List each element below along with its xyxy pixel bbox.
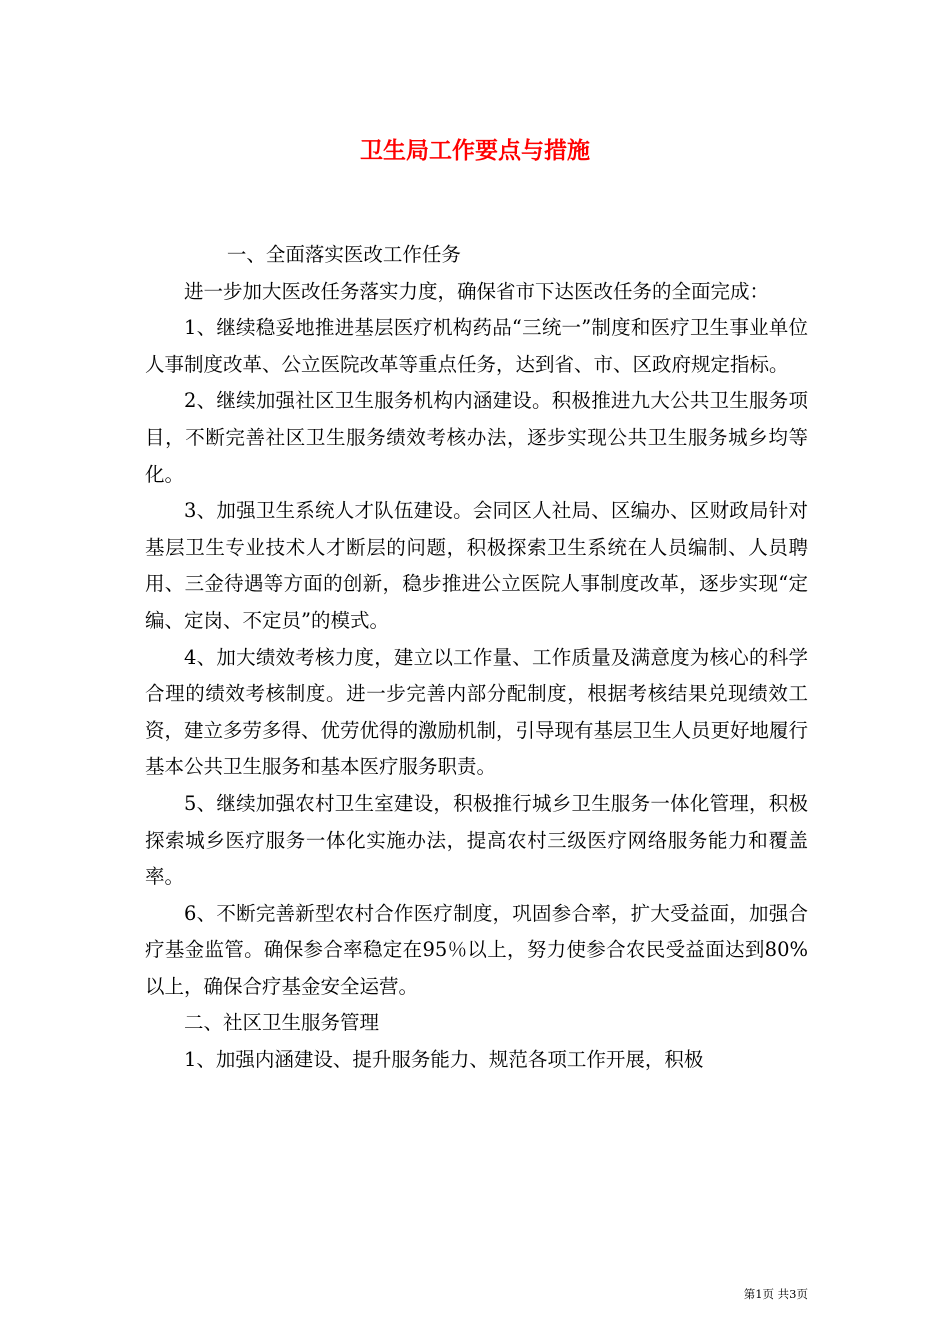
document-body [145, 237, 808, 1079]
section-heading-1: 一、全面落实医改工作任务 [226, 243, 461, 266]
document-title: 卫生局工作要点与措施 [360, 137, 590, 164]
section-heading-2: 二、社区卫生服务管理 [184, 1011, 380, 1035]
paragraph-item-1: 1、继续稳妥地推进基层医疗机构药品“三统一”制度和医疗卫生事业单位人事制度改革、公立医院改革等重点任务，达到省、市、区政府规定指标。 [145, 316, 808, 376]
paragraph-item-4: 4、加大绩效考核力度，建立以工作量、工作质量及满意度为核心的科学合理的绩效考核制度。进一步完善内部分配制度，根据考核结果兑现绩效工资，建立多劳多得、优劳优得的激励机制，引导现有基层卫生人员更好地履行基本公共卫生服务和基本医疗服务职责。 [145, 645, 809, 779]
paragraph-item-5: 5、继续加强农村卫生室建设，积极推行城乡卫生服务一体化管理，积极探索城乡医疗服务一体化实施办法，提高农村三级医疗网络服务能力和覆盖率。 [145, 791, 808, 889]
page-number: 第1页 共3页 [743, 1287, 808, 1301]
paragraph-item-2: 2、继续加强社区卫生服务机构内涵建设。积极推进九大公共卫生服务项目，不断完善社区卫生服务绩效考核办法，逐步实现公共卫生服务城乡均等化。 [145, 389, 808, 486]
paragraph-intro: 进一步加大医改任务落实力度，确保省市下达医改任务的全面完成： [184, 279, 770, 303]
paragraph-item-6: 6、不断完善新型农村合作医疗制度，巩固参合率，扩大受益面，加强合疗基金监管。确保参合率稳定在95％以上，努力使参合农民受益面达到80%以上，确保合疗基金安全运营。 [145, 901, 808, 998]
paragraph-section2-item-1: 1、加强内涵建设、提升服务能力、规范各项工作开展，积极 [184, 1048, 704, 1072]
paragraph-item-3: 3、加强卫生系统人才队伍建设。会同区人社局、区编办、区财政局针对基层卫生专业技术人才断层的问题，积极探索卫生系统在人员编制、人员聘用、三金待遇等方面的创新，稳步推进公立医院人事制度改革，逐步实现“定编、定岗、不定员”的模式。 [145, 499, 808, 632]
